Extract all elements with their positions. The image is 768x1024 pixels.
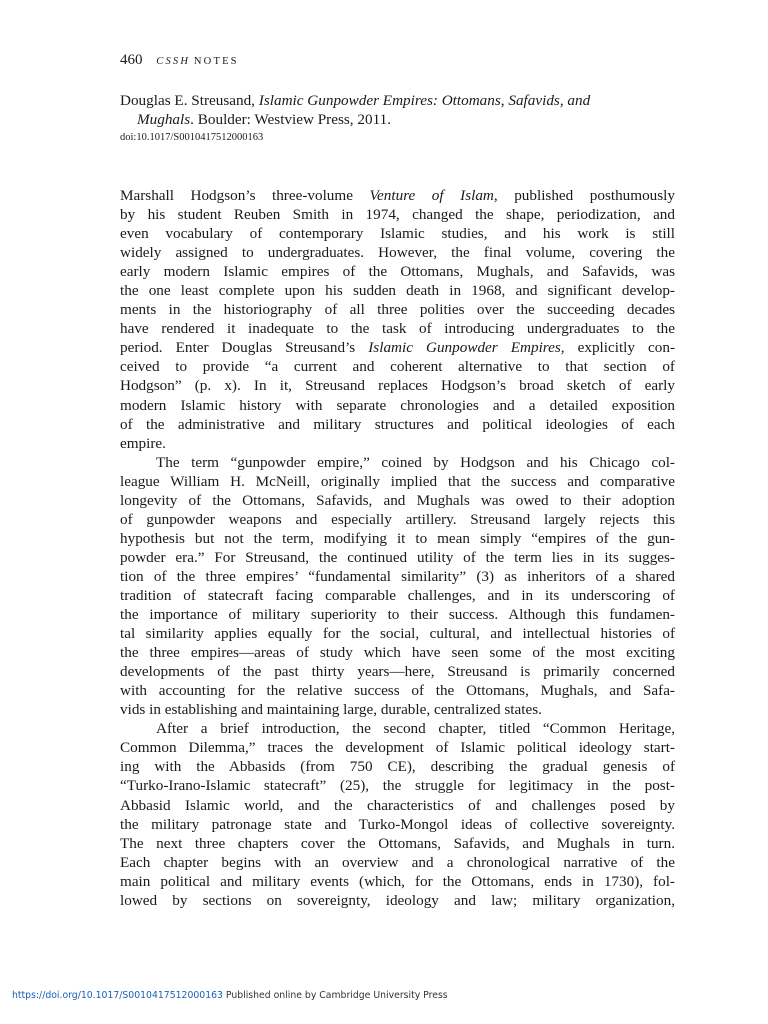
text-line: tion of the three empires’ “fundamental similarity” (3) as inheritors of a shared (120, 567, 675, 585)
text-line: of the administrative and military structures and political ideologies of each (120, 415, 675, 433)
text-line: Common Dilemma,” traces the development of Islamic political ideology start- (120, 739, 675, 757)
text-line: Hodgson” (p. x). In it, Streusand replaces Hodgson’s broad sketch of early (120, 377, 675, 395)
text-line: modern Islamic history with separate chronologies and a detailed exposition (120, 396, 675, 414)
citation-line-1 (120, 91, 676, 110)
text-line: the importance of military superiority to their success. Although this fundamen- (120, 606, 675, 624)
citation-author: Douglas E. Streusand, (120, 92, 259, 109)
text-line: league William H. McNeill, originally implied that the success and comparative (120, 472, 675, 490)
text-line: by his student Reuben Smith in 1974, changed the shape, periodization, and (120, 206, 675, 224)
text-line: the military patronage state and Turko-Mongol ideas of collective sovereignty. (120, 815, 675, 833)
text-line: powder era.” For Streusand, the continued utility of the term lies in its sugges- (120, 548, 675, 566)
text-line: of gunpowder weapons and especially artillery. Streusand largely rejects this (120, 510, 675, 528)
page-number: 460 (120, 52, 143, 68)
text-line: tal similarity applies equally for the social, cultural, and intellectual histories of (120, 625, 675, 643)
page-footer (12, 990, 448, 1001)
text-line: the three empires—areas of study which have seen some of the most exciting (120, 644, 675, 662)
text-line: ments in the historiography of all three polities over the succeeding decades (120, 301, 675, 319)
review-body (120, 186, 675, 910)
text-line: “Turko-Irano-Islamic statecraft” (25), the struggle for legitimacy in the post- (120, 777, 675, 795)
text-line: lowed by sections on sovereignty, ideology and law; military organization, (120, 891, 675, 909)
text-line: with accounting for the relative success of the Ottomans, Mughals, and Safa- (120, 682, 675, 700)
text-line: Marshall Hodgson’s three-volume Venture of Islam, published posthumously (120, 187, 675, 204)
citation-line-2 (120, 110, 676, 129)
text-line: ing with the Abbasids (from 750 CE), describing the gradual genesis of (120, 758, 675, 776)
text-line: widely assigned to undergraduates. However, the final volume, covering the (120, 244, 675, 262)
text-line: The next three chapters cover the Ottomans, Safavids, and Mughals in turn. (120, 834, 675, 852)
citation-title: Islamic Gunpowder Empires: Ottomans, Safavids, and (258, 92, 591, 109)
text-line: have rendered it inadequate to the task of introducing undergraduates to the (120, 320, 675, 338)
text-line: The term “gunpowder empire,” coined by Hodgson and his Chicago col- (156, 453, 675, 471)
text-line: even vocabulary of contemporary Islamic studies, and his work is still (120, 225, 675, 243)
text-line: main political and military events (which, for the Ottomans, ends in 1730), fol- (120, 872, 675, 890)
text-line: Each chapter begins with an overview and a chronological narrative of the (120, 853, 675, 871)
text-line: tradition of statecraft facing comparable challenges, and in its underscoring of (120, 586, 675, 604)
citation-publisher: . Boulder: Westview Press, 2011. (190, 111, 391, 128)
text-line: vids in establishing and maintaining large, durable, centralized states. (120, 701, 542, 719)
text-line: early modern Islamic empires of the Ottomans, Mughals, and Safavids, was (120, 263, 675, 281)
text-line: the one least complete upon his sudden death in 1968, and significant develop- (120, 282, 675, 300)
book-citation (120, 91, 676, 129)
text-line: longevity of the Ottomans, Safavids, and Mughals was owed to their adoption (120, 491, 675, 509)
running-head (120, 52, 239, 69)
text-line: ceived to provide “a current and coherent alternative to that section of (120, 358, 675, 376)
text-line: developments of the past thirty years—here, Streusand is primarily concerned (120, 663, 675, 681)
journal-name: CSSH (156, 56, 191, 67)
citation-title-cont: Mughals (137, 111, 191, 128)
italic-title: Venture of Islam (369, 187, 494, 204)
text-line: empire. (120, 434, 166, 452)
doi-link[interactable]: https://doi.org/10.1017/S0010417512000163 (12, 990, 223, 1001)
text-line: After a brief introduction, the second chapter, titled “Common Heritage, (156, 720, 675, 738)
section-name: NOTES (193, 56, 239, 67)
text-line: hypothesis but not the term, modifying it to mean simply “empires of the gun- (120, 529, 675, 547)
text-line: Abbasid Islamic world, and the characteristics of and challenges posed by (120, 796, 675, 814)
italic-title: Islamic Gunpowder Empires (368, 339, 561, 357)
text-line: period. Enter Douglas Streusand’s Islamic Gunpowder Empires, explicitly con- (120, 339, 675, 357)
published-notice: Published online by Cambridge University Press (222, 990, 448, 1001)
citation-doi: doi:10.1017/S0010417512000163 (120, 132, 264, 143)
